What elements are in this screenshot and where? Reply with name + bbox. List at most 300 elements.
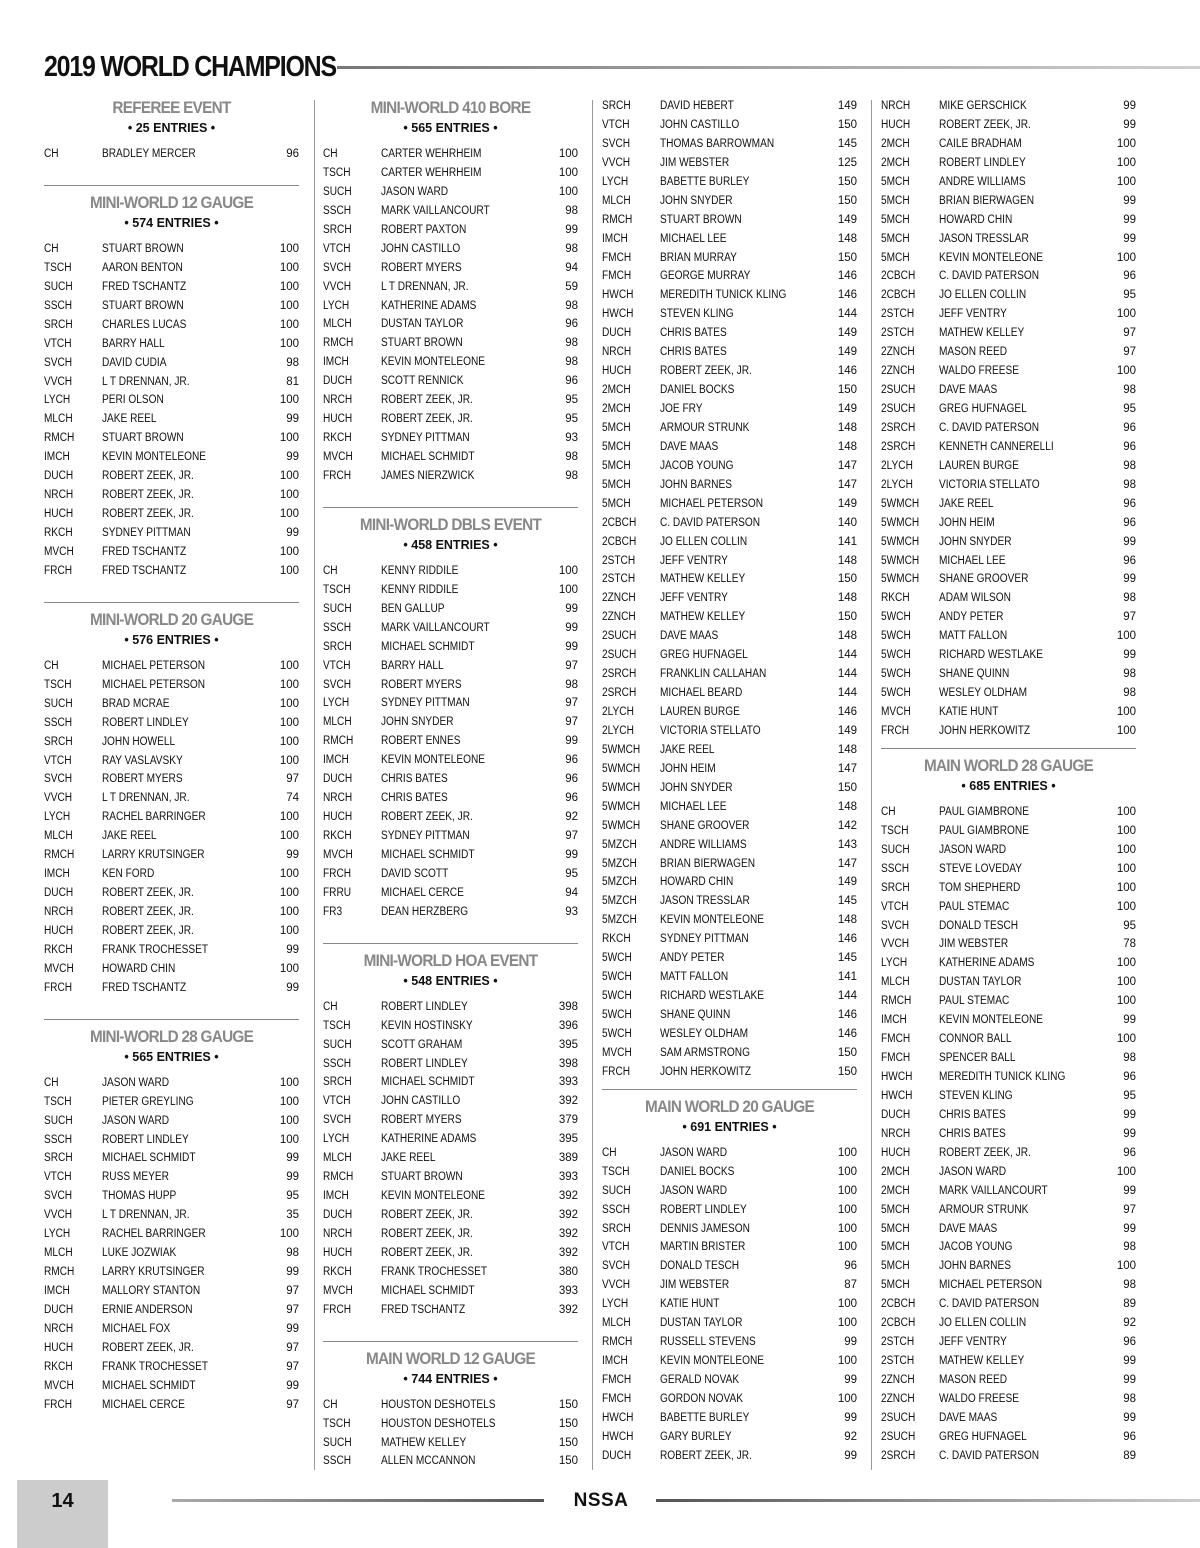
score: 96 xyxy=(565,375,578,388)
score: 96 xyxy=(565,792,578,805)
class-code: VVCH xyxy=(44,1209,73,1222)
class-code: CH xyxy=(44,148,59,160)
result-row xyxy=(44,657,299,676)
champion-name: LUKE JOZWIAK xyxy=(102,1247,177,1260)
score: 98 xyxy=(565,242,578,255)
result-row xyxy=(881,457,1136,476)
champion-name: SHANE QUINN xyxy=(660,1009,731,1021)
class-code: SRCH xyxy=(602,1222,631,1235)
score: 100 xyxy=(558,166,578,179)
score: 98 xyxy=(1123,1392,1136,1405)
class-code: 2LYCH xyxy=(881,478,913,491)
champion-name: DENNIS JAMESON xyxy=(660,1222,750,1235)
champion-name: MATT FALLON xyxy=(939,630,1008,643)
result-row xyxy=(881,1295,1136,1314)
score: 100 xyxy=(1116,881,1136,894)
class-code: SRCH xyxy=(602,100,631,112)
champion-name: KATHERINE ADAMS xyxy=(381,299,477,312)
result-row xyxy=(881,1428,1136,1447)
champion-name: DANIEL BOCKS xyxy=(660,384,735,397)
result-row xyxy=(602,646,857,665)
champion-name: MICHAEL PETERSON xyxy=(939,1279,1043,1292)
class-code: SUCH xyxy=(323,1038,352,1051)
champion-name: JEFF VENTRY xyxy=(939,1336,1007,1349)
champion-name: KATHERINE ADAMS xyxy=(939,957,1035,970)
result-row xyxy=(44,903,299,922)
class-code: NRCH xyxy=(881,1127,911,1140)
score: 99 xyxy=(1123,1355,1136,1368)
class-code: CH xyxy=(44,242,59,255)
class-code: 5MCH xyxy=(881,251,910,264)
result-row xyxy=(44,695,299,714)
score: 148 xyxy=(837,743,857,756)
class-code: DUCH xyxy=(44,470,74,483)
champion-name: ROBERT ZEEK, JR. xyxy=(102,906,194,918)
class-code: VTCH xyxy=(323,659,351,672)
result-row xyxy=(881,1257,1136,1276)
champion-name: JO ELLEN COLLIN xyxy=(660,535,748,548)
class-code: LYCH xyxy=(602,1298,629,1311)
result-row xyxy=(602,211,857,230)
score: 393 xyxy=(558,1076,578,1089)
champion-name: MICHAEL FOX xyxy=(102,1322,171,1335)
result-row xyxy=(602,1238,857,1257)
score: 100 xyxy=(1116,1165,1136,1178)
result-row xyxy=(323,1149,578,1168)
class-code: 5MCH xyxy=(602,459,631,472)
result-row xyxy=(881,514,1136,533)
result-row xyxy=(44,714,299,733)
class-code: 2MCH xyxy=(881,1184,910,1197)
champion-name: MICHAEL PETERSON xyxy=(102,659,206,672)
champion-name: WESLEY OLDHAM xyxy=(939,687,1028,700)
champion-name: PAUL STEMAC xyxy=(939,995,1010,1008)
score: 392 xyxy=(558,1227,578,1240)
class-code: SUCH xyxy=(323,1436,352,1449)
score: 99 xyxy=(286,1379,299,1392)
class-code: 2ZNCH xyxy=(881,365,915,378)
score: 149 xyxy=(837,100,857,112)
result-row xyxy=(323,1282,578,1301)
result-row xyxy=(44,1320,299,1339)
champion-name: JOHN BARNES xyxy=(939,1260,1011,1273)
class-code: DUCH xyxy=(323,1209,353,1221)
result-row xyxy=(44,1263,299,1282)
class-code: SUCH xyxy=(881,843,910,856)
result-row xyxy=(44,808,299,827)
column-divider xyxy=(871,100,872,1470)
champion-name: STUART BROWN xyxy=(381,337,463,350)
class-code: HUCH xyxy=(323,1246,353,1259)
champion-name: ROBERT LINDLEY xyxy=(381,1000,468,1013)
result-row xyxy=(44,316,299,335)
score: 92 xyxy=(844,1430,857,1443)
result-row xyxy=(602,438,857,457)
score: 100 xyxy=(279,1228,299,1241)
result-row xyxy=(323,1225,578,1244)
event-entries: • 548 ENTRIES • xyxy=(403,973,498,988)
score: 99 xyxy=(1123,1411,1136,1424)
score: 149 xyxy=(837,213,857,226)
result-row xyxy=(44,1339,299,1358)
champion-name: KATIE HUNT xyxy=(660,1298,720,1311)
champion-name: KENNY RIDDILE xyxy=(381,583,459,596)
score: 100 xyxy=(1116,1033,1136,1046)
score: 98 xyxy=(1123,384,1136,397)
champion-name: C. DAVID PATERSON xyxy=(939,1298,1040,1311)
score: 97 xyxy=(286,1398,299,1411)
class-code: VVCH xyxy=(323,280,352,293)
champion-name: ROBERT LINDLEY xyxy=(102,1133,189,1146)
result-row xyxy=(602,608,857,627)
result-row xyxy=(602,476,857,495)
result-row xyxy=(881,992,1136,1011)
champion-name: CHRIS BATES xyxy=(939,1108,1006,1121)
result-row xyxy=(881,935,1136,954)
results-column-3 xyxy=(602,96,857,1466)
score: 94 xyxy=(565,886,578,899)
score: 100 xyxy=(837,1317,857,1330)
score: 99 xyxy=(1123,1127,1136,1140)
score: 100 xyxy=(1116,957,1136,970)
score: 100 xyxy=(279,962,299,975)
class-code: 2CBCH xyxy=(881,270,916,283)
score: 100 xyxy=(558,185,578,198)
result-row xyxy=(602,570,857,589)
score: 150 xyxy=(837,194,857,207)
class-code: IMCH xyxy=(602,232,628,245)
champion-name: DUSTAN TAYLOR xyxy=(660,1317,743,1330)
class-code: 2ZNCH xyxy=(881,1374,915,1386)
result-row xyxy=(881,879,1136,898)
event-divider xyxy=(44,1019,299,1020)
class-code: 2ZNCH xyxy=(602,592,636,605)
class-code: 5WCH xyxy=(881,630,911,643)
champion-name: JAMES NIERZWICK xyxy=(381,469,475,482)
champion-name: MARK VAILLANCOURT xyxy=(381,204,490,217)
result-row xyxy=(323,1168,578,1187)
result-row xyxy=(323,278,578,297)
result-row xyxy=(881,646,1136,665)
class-code: 5MCH xyxy=(602,497,631,510)
class-code: 2SUCH xyxy=(881,1411,916,1424)
score: 100 xyxy=(279,564,299,577)
results-column-2 xyxy=(323,96,578,1471)
class-code: 2SRCH xyxy=(602,687,637,700)
class-code: CH xyxy=(323,148,338,160)
class-code: NRCH xyxy=(602,346,632,359)
score: 96 xyxy=(1123,421,1136,434)
result-row xyxy=(44,467,299,486)
results-column-1 xyxy=(44,96,299,1415)
result-row xyxy=(602,1044,857,1063)
result-row xyxy=(323,391,578,410)
score: 100 xyxy=(1116,724,1136,737)
result-row xyxy=(323,676,578,695)
result-row xyxy=(602,1025,857,1044)
result-row xyxy=(881,722,1136,741)
result-row xyxy=(881,1049,1136,1068)
result-row xyxy=(881,1030,1136,1049)
class-code: SSCH xyxy=(44,299,73,312)
score: 96 xyxy=(1123,1146,1136,1159)
class-code: FMCH xyxy=(602,251,632,264)
result-row xyxy=(44,1396,299,1415)
score: 144 xyxy=(837,668,857,681)
class-code: VTCH xyxy=(602,118,630,131)
champion-name: LARRY KRUTSINGER xyxy=(102,849,205,862)
class-code: VTCH xyxy=(44,754,72,767)
champion-name: PAUL GIAMBRONE xyxy=(939,824,1029,837)
champion-name: AARON BENTON xyxy=(102,261,183,274)
class-code: SUCH xyxy=(323,185,352,198)
event-section xyxy=(323,1334,578,1472)
score: 95 xyxy=(1123,919,1136,932)
champion-name: ROBERT ZEEK, JR. xyxy=(660,1449,752,1462)
champion-name: FRED TSCHANTZ xyxy=(102,545,187,558)
result-row xyxy=(323,713,578,732)
score: 100 xyxy=(279,716,299,729)
score: 99 xyxy=(565,621,578,634)
result-row xyxy=(44,562,299,581)
score: 96 xyxy=(844,1260,857,1273)
result-row xyxy=(602,249,857,268)
score: 98 xyxy=(1123,478,1136,491)
result-row xyxy=(881,1390,1136,1409)
class-code: SSCH xyxy=(323,1057,352,1070)
class-code: LYCH xyxy=(44,811,71,824)
event-title: MINI-WORLD HOA EVENT xyxy=(363,950,538,970)
champion-name: L T DRENNAN, JR. xyxy=(102,375,190,388)
champion-name: HOWARD CHIN xyxy=(660,876,734,889)
result-row xyxy=(602,1390,857,1409)
result-row xyxy=(881,116,1136,135)
score: 100 xyxy=(837,1298,857,1311)
class-code: 2MCH xyxy=(881,156,910,169)
result-row xyxy=(323,770,578,789)
class-code: HUCH xyxy=(323,413,353,426)
class-code: DUCH xyxy=(602,327,632,340)
result-row xyxy=(602,1295,857,1314)
result-row xyxy=(323,1301,578,1320)
score: 100 xyxy=(279,394,299,407)
result-row xyxy=(323,562,578,581)
score: 100 xyxy=(1116,995,1136,1008)
champion-name: MICHAEL LEE xyxy=(939,554,1006,567)
champion-name: BRAD MCRAE xyxy=(102,697,170,710)
champion-name: LARRY KRUTSINGER xyxy=(102,1266,205,1279)
score: 149 xyxy=(837,724,857,737)
champion-name: SYDNEY PITTMAN xyxy=(381,830,470,842)
champion-name: CHRIS BATES xyxy=(660,327,727,340)
champion-name: JAKE REEL xyxy=(939,497,994,510)
event-entries: • 25 ENTRIES • xyxy=(127,121,216,135)
result-row xyxy=(44,1168,299,1187)
result-row xyxy=(602,1006,857,1025)
event-entries: • 685 ENTRIES • xyxy=(961,778,1056,793)
result-row xyxy=(323,240,578,259)
event-section xyxy=(602,1082,857,1466)
result-row xyxy=(602,798,857,817)
score: 100 xyxy=(837,1355,857,1368)
event-title: MAIN WORLD 12 GAUGE xyxy=(365,1348,536,1368)
class-code: 5MCH xyxy=(881,1222,910,1235)
champion-name: MATT FALLON xyxy=(660,971,729,984)
champion-name: GREG HUFNAGEL xyxy=(660,649,748,662)
class-code: 2CBCH xyxy=(881,289,916,302)
champion-name: WALDO FREESE xyxy=(939,1392,1020,1405)
class-code: SRCH xyxy=(323,1076,352,1089)
result-row xyxy=(881,552,1136,571)
score: 100 xyxy=(279,1133,299,1146)
score: 379 xyxy=(558,1114,578,1127)
event-entries: • 691 ENTRIES • xyxy=(682,1119,777,1134)
score: 99 xyxy=(844,1449,857,1462)
class-code: DUCH xyxy=(602,1449,632,1462)
score: 393 xyxy=(558,1171,578,1184)
score: 97 xyxy=(286,1360,299,1373)
score: 93 xyxy=(565,432,578,445)
score: 92 xyxy=(1123,1317,1136,1330)
result-row xyxy=(44,410,299,429)
result-row xyxy=(323,221,578,240)
result-row xyxy=(602,703,857,722)
class-code: 5WMCH xyxy=(881,535,920,548)
score: 142 xyxy=(837,819,857,832)
class-code: 5MZCH xyxy=(602,838,637,851)
score: 99 xyxy=(286,849,299,862)
champion-name: RACHEL BARRINGER xyxy=(102,1228,206,1241)
score: 97 xyxy=(1123,346,1136,359)
score: 100 xyxy=(1116,843,1136,856)
class-code: FMCH xyxy=(602,1374,632,1386)
champion-name: ROBERT MYERS xyxy=(381,678,462,691)
result-row xyxy=(44,1093,299,1112)
champion-name: GARY BURLEY xyxy=(660,1430,732,1443)
class-code: CH xyxy=(44,1076,59,1089)
class-code: VTCH xyxy=(44,337,72,350)
champion-name: ANDRE WILLIAMS xyxy=(939,175,1026,188)
class-code: RMCH xyxy=(602,213,633,226)
champion-name: PAUL STEMAC xyxy=(939,900,1010,913)
champion-name: JASON TRESSLAR xyxy=(660,895,750,908)
score: 74 xyxy=(286,792,299,805)
class-code: VTCH xyxy=(602,1241,630,1254)
result-row xyxy=(44,865,299,884)
class-code: 5MCH xyxy=(881,213,910,226)
result-row xyxy=(602,1352,857,1371)
champion-name: DANIEL BOCKS xyxy=(660,1165,735,1178)
result-row xyxy=(323,1092,578,1111)
champion-name: CHRIS BATES xyxy=(381,773,448,786)
score: 147 xyxy=(837,762,857,775)
class-code: RKCH xyxy=(44,527,73,539)
class-code: 2SUCH xyxy=(602,630,637,643)
champion-name: MICHAEL PETERSON xyxy=(102,678,206,691)
champion-name: LAUREN BURGE xyxy=(660,706,740,718)
score: 146 xyxy=(837,289,857,302)
score: 100 xyxy=(279,432,299,445)
class-code: TSCH xyxy=(44,261,72,274)
class-code: SVCH xyxy=(602,137,631,150)
champion-name: STUART BROWN xyxy=(102,432,184,445)
score: 99 xyxy=(1123,194,1136,207)
result-row xyxy=(881,973,1136,992)
class-code: SUCH xyxy=(44,697,73,710)
champion-name: PERI OLSON xyxy=(102,394,164,407)
class-code: SUCH xyxy=(44,280,73,293)
class-code: NRCH xyxy=(323,792,353,805)
score: 98 xyxy=(1123,1279,1136,1292)
result-row xyxy=(323,1415,578,1434)
class-code: SUCH xyxy=(323,602,352,615)
champion-name: DAVID HEBERT xyxy=(660,100,734,112)
score: 100 xyxy=(279,924,299,937)
result-row xyxy=(602,1371,857,1390)
class-code: 5WMCH xyxy=(602,781,641,794)
result-row xyxy=(602,1144,857,1163)
class-code: SSCH xyxy=(881,862,910,875)
result-row xyxy=(602,230,857,249)
class-code: FRCH xyxy=(881,724,910,737)
class-code: 5MZCH xyxy=(602,876,637,889)
score: 99 xyxy=(1123,535,1136,548)
champion-name: MICHAEL SCHMIDT xyxy=(381,1076,475,1089)
result-row xyxy=(881,1314,1136,1333)
result-row xyxy=(602,495,857,514)
result-row xyxy=(602,457,857,476)
score: 100 xyxy=(279,868,299,881)
class-code: 2SUCH xyxy=(881,384,916,397)
class-code: RMCH xyxy=(44,432,75,445)
class-code: VTCH xyxy=(323,1095,351,1108)
champion-name: JIM WEBSTER xyxy=(660,156,730,169)
score: 99 xyxy=(1123,649,1136,662)
event-divider xyxy=(44,602,299,603)
score: 149 xyxy=(837,876,857,889)
result-row xyxy=(602,514,857,533)
score: 144 xyxy=(837,308,857,321)
champion-name: MATHEW KELLEY xyxy=(939,1355,1025,1368)
result-row xyxy=(881,1447,1136,1466)
champion-name: VICTORIA STELLATO xyxy=(660,724,761,737)
result-row xyxy=(602,1276,857,1295)
event-section xyxy=(44,1012,299,1415)
result-row xyxy=(44,752,299,771)
result-row xyxy=(44,941,299,960)
champion-name: FRANK TROCHESSET xyxy=(102,1360,209,1373)
class-code: 2STCH xyxy=(881,308,915,321)
event-spacer xyxy=(323,486,578,500)
champion-name: BEN GALLUP xyxy=(381,602,445,615)
class-code: VVCH xyxy=(602,156,631,169)
result-row xyxy=(323,903,578,922)
score: 150 xyxy=(837,573,857,586)
score: 99 xyxy=(844,1411,857,1424)
event-spacer xyxy=(323,1320,578,1334)
class-code: 5MCH xyxy=(881,1279,910,1292)
result-row xyxy=(323,410,578,429)
score: 98 xyxy=(286,356,299,369)
class-code: SSCH xyxy=(323,621,352,634)
champion-name: MIKE GERSCHICK xyxy=(939,100,1027,112)
champion-name: L T DRENNAN, JR. xyxy=(102,792,190,805)
result-row xyxy=(602,627,857,646)
score: 100 xyxy=(279,280,299,293)
champion-name: GERALD NOVAK xyxy=(660,1374,740,1386)
class-code: 2STCH xyxy=(881,327,915,340)
class-code: IMCH xyxy=(881,1014,907,1027)
